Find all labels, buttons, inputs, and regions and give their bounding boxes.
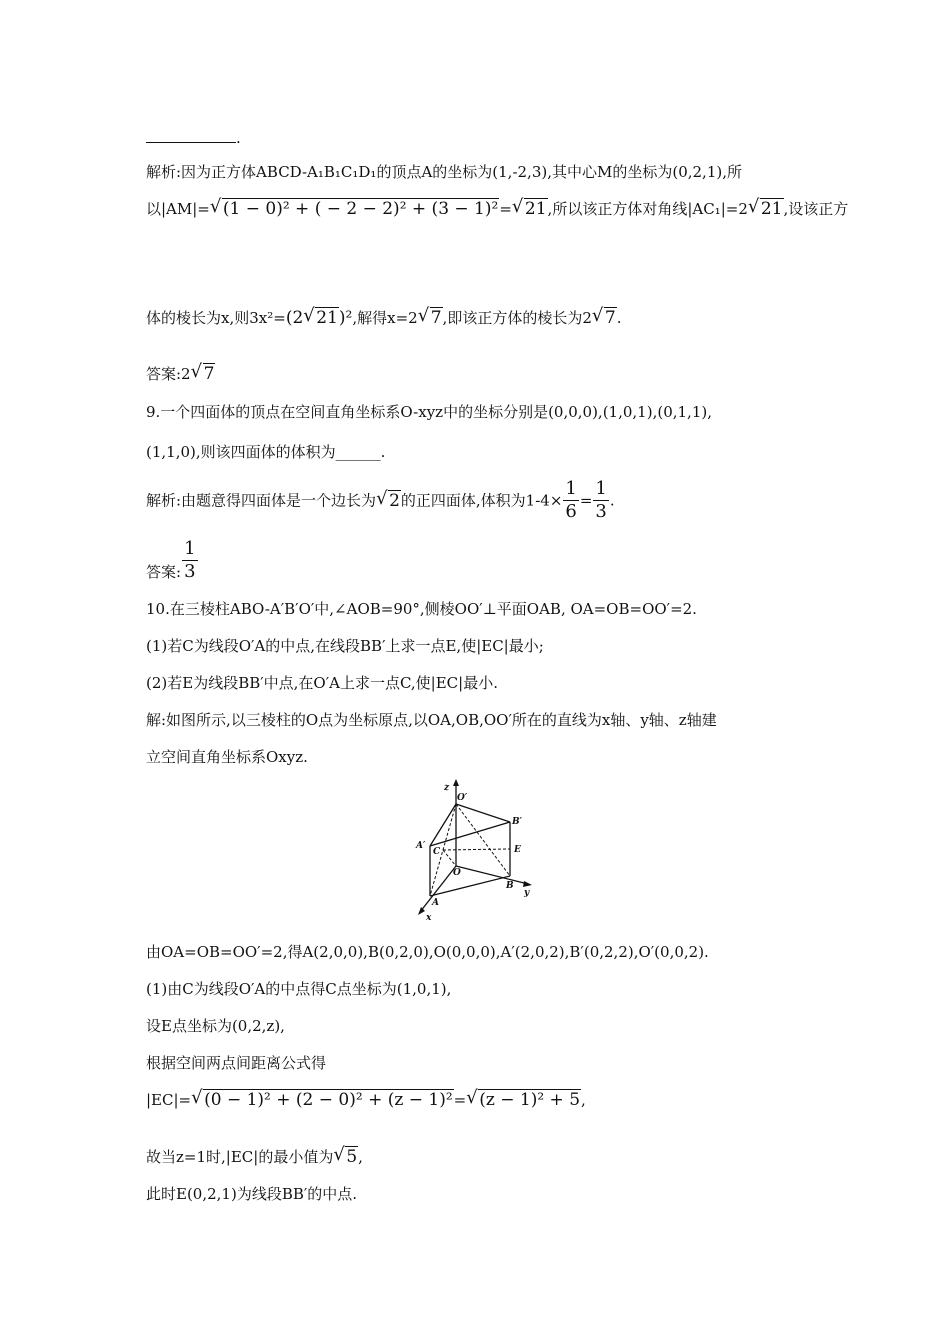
q8-am-radicand: (1 − 0)² + ( − 2 − 2)² + (3 − 1)² (222, 199, 499, 219)
label-a: A (432, 898, 439, 908)
q9-root2: 2 (389, 490, 400, 511)
q8-root7-b: 7 (604, 308, 616, 328)
q8-paren-close: )² (338, 308, 353, 328)
q10-distance-formula-intro: 根据空间两点间距离公式得 (146, 1054, 327, 1072)
q10-ec-sqrt2 (466, 1090, 581, 1110)
q9-solution (146, 478, 615, 523)
q9-question-line1: 9.一个四面体的顶点在空间直角坐标系O-xyz中的坐标分别是(0,0,0),(1,0,1),(0,1,1), (146, 403, 712, 421)
edge-a-b (430, 876, 510, 896)
q9-eq: = (579, 491, 593, 510)
q8-line2-suffix: ,设该正方 (783, 200, 849, 218)
q9-frac2-den: 3 (595, 501, 607, 522)
q8-answer (146, 364, 215, 384)
q10-conclusion: 此时E(0,2,1)为线段BB′的中点. (146, 1185, 358, 1203)
q10-solution-line2: 立空间直角坐标系Oxyz. (146, 748, 308, 766)
q8-root21-c: 21 (316, 308, 338, 328)
q10-solution-line1: 解:如图所示,以三棱柱的O点为坐标原点,以OA,OB,OO′所在的直线为x轴、y轴、z轴建 (146, 711, 717, 729)
label-b: B (506, 881, 514, 891)
q10-part1-c-coord: (1)由C为线段O′A的中点得C点坐标为(1,0,1), (146, 980, 452, 998)
q8-solution-line2 (146, 199, 848, 219)
q8-line3-prefix: 体的棱长为x,则3x²= (146, 309, 286, 327)
q10-ec-prefix: |EC|= (146, 1091, 192, 1109)
q9-answer (146, 538, 199, 583)
prism-figure (412, 778, 542, 920)
q10-ec-end: , (581, 1091, 586, 1109)
q10-min-end: , (358, 1148, 363, 1166)
segment-c-o (443, 850, 456, 866)
label-o: O (453, 868, 461, 878)
q10-ec-rad2: (z − 1)² + 5 (479, 1090, 581, 1110)
q8-root21: 21 (524, 199, 547, 219)
q8-sqrt21-c (303, 308, 339, 328)
q9-ans-den: 3 (184, 561, 196, 582)
q9-sol-end: . (609, 491, 615, 510)
q8-line3-mid: ,解得x=2 (352, 309, 418, 327)
q8-solution-line3 (146, 308, 621, 328)
q8-paren-open: (2 (285, 308, 304, 328)
q9-ans-num: 1 (184, 538, 196, 559)
label-c: C (433, 847, 441, 857)
label-y: y (524, 888, 530, 898)
q10-question-part2: (2)若E为线段BB′中点,在O′A上求一点C,使|EC|最小. (146, 674, 498, 692)
label-z: z (444, 783, 450, 793)
label-aprime: A′ (416, 841, 426, 851)
q9-sqrt2 (376, 490, 401, 512)
q8-root7-a: 7 (430, 308, 442, 328)
q8-answer-sqrt7 (191, 364, 216, 384)
q8-root21-b: 21 (760, 199, 783, 219)
edge-oprime-bprime (456, 804, 510, 822)
q10-ec-rad1: (0 − 1)² + (2 − 0)² + (z − 1)² (204, 1090, 453, 1110)
q9-frac1-num: 1 (565, 478, 577, 499)
q9-frac2-num: 1 (595, 478, 607, 499)
q8-solution-line1: 解析:因为正方体ABCD-A₁B₁C₁D₁的顶点A的坐标为(1,-2,3),其中心M的坐标为(0,2,1),所 (146, 163, 742, 181)
q9-question-line2: (1,1,0),则该四面体的体积为______. (146, 443, 386, 461)
q10-min-prefix: 故当z=1时,|EC|的最小值为 (146, 1148, 334, 1166)
q8-answer-root7: 7 (203, 364, 215, 384)
label-e: E (514, 845, 521, 855)
q8-sqrt21-b (748, 199, 784, 219)
blank-period: . (236, 129, 241, 147)
q10-ec-eq: = (453, 1091, 467, 1109)
q9-answer-frac (182, 538, 197, 583)
q8-answer-label: 答案:2 (146, 365, 191, 383)
label-oprime: O′ (457, 793, 468, 803)
q8-sqrt7-a (418, 308, 443, 328)
q8-line3-mid2: ,即该正方体的棱长为2 (442, 309, 592, 327)
q9-frac-one-sixth (563, 478, 578, 523)
q10-ec-formula (146, 1090, 586, 1110)
q8-sqrt21 (512, 199, 548, 219)
q10-ec-sqrt1 (191, 1090, 454, 1110)
q8-am-sqrt (210, 199, 499, 219)
y-axis (456, 866, 528, 884)
q10-root5: 5 (346, 1147, 358, 1167)
q9-answer-label: 答案: (146, 563, 182, 581)
z-arrow-icon (453, 779, 459, 786)
q8-am-eq: = (499, 200, 512, 218)
q10-question-part1: (1)若C为线段O′A的中点,在线段BB′上求一点E,使|EC|最小; (146, 637, 544, 655)
q10-coordinates: 由OA=OB=OO′=2,得A(2,0,0),B(0,2,0),O(0,0,0),A′(2,0,2),B′(0,2,2),O′(0,0,2). (146, 943, 709, 961)
q9-frac-one-third (593, 478, 608, 523)
q10-min-value (146, 1147, 363, 1167)
label-x: x (426, 913, 432, 920)
q8-am-prefix: 以|AM|= (146, 200, 210, 218)
q10-part1-e-coord: 设E点坐标为(0,2,z), (146, 1017, 285, 1035)
y-arrow-icon (523, 881, 532, 887)
q10-question-line1: 10.在三棱柱ABO-A′B′O′中,∠AOB=90°,侧棱OO′⊥平面OAB, OA=OB=OO′=2. (146, 600, 697, 618)
q8-sqrt7-b (592, 308, 617, 328)
q10-sqrt5 (333, 1147, 358, 1167)
label-bprime: B′ (512, 817, 522, 827)
q9-sol-mid: 的正四面体,体积为1-4× (400, 491, 563, 510)
q9-sol-prefix: 解析:由题意得四面体是一个边长为 (146, 491, 377, 510)
segment-oprime-b (456, 804, 510, 876)
segment-c-e (443, 849, 510, 850)
answer-blank-line (146, 142, 236, 143)
q8-line3-end: . (616, 309, 622, 327)
q8-line2-mid: ,所以该正方体对角线|AC₁|=2 (547, 200, 748, 218)
q9-frac1-den: 6 (565, 501, 577, 522)
x-arrow-icon (418, 907, 425, 915)
